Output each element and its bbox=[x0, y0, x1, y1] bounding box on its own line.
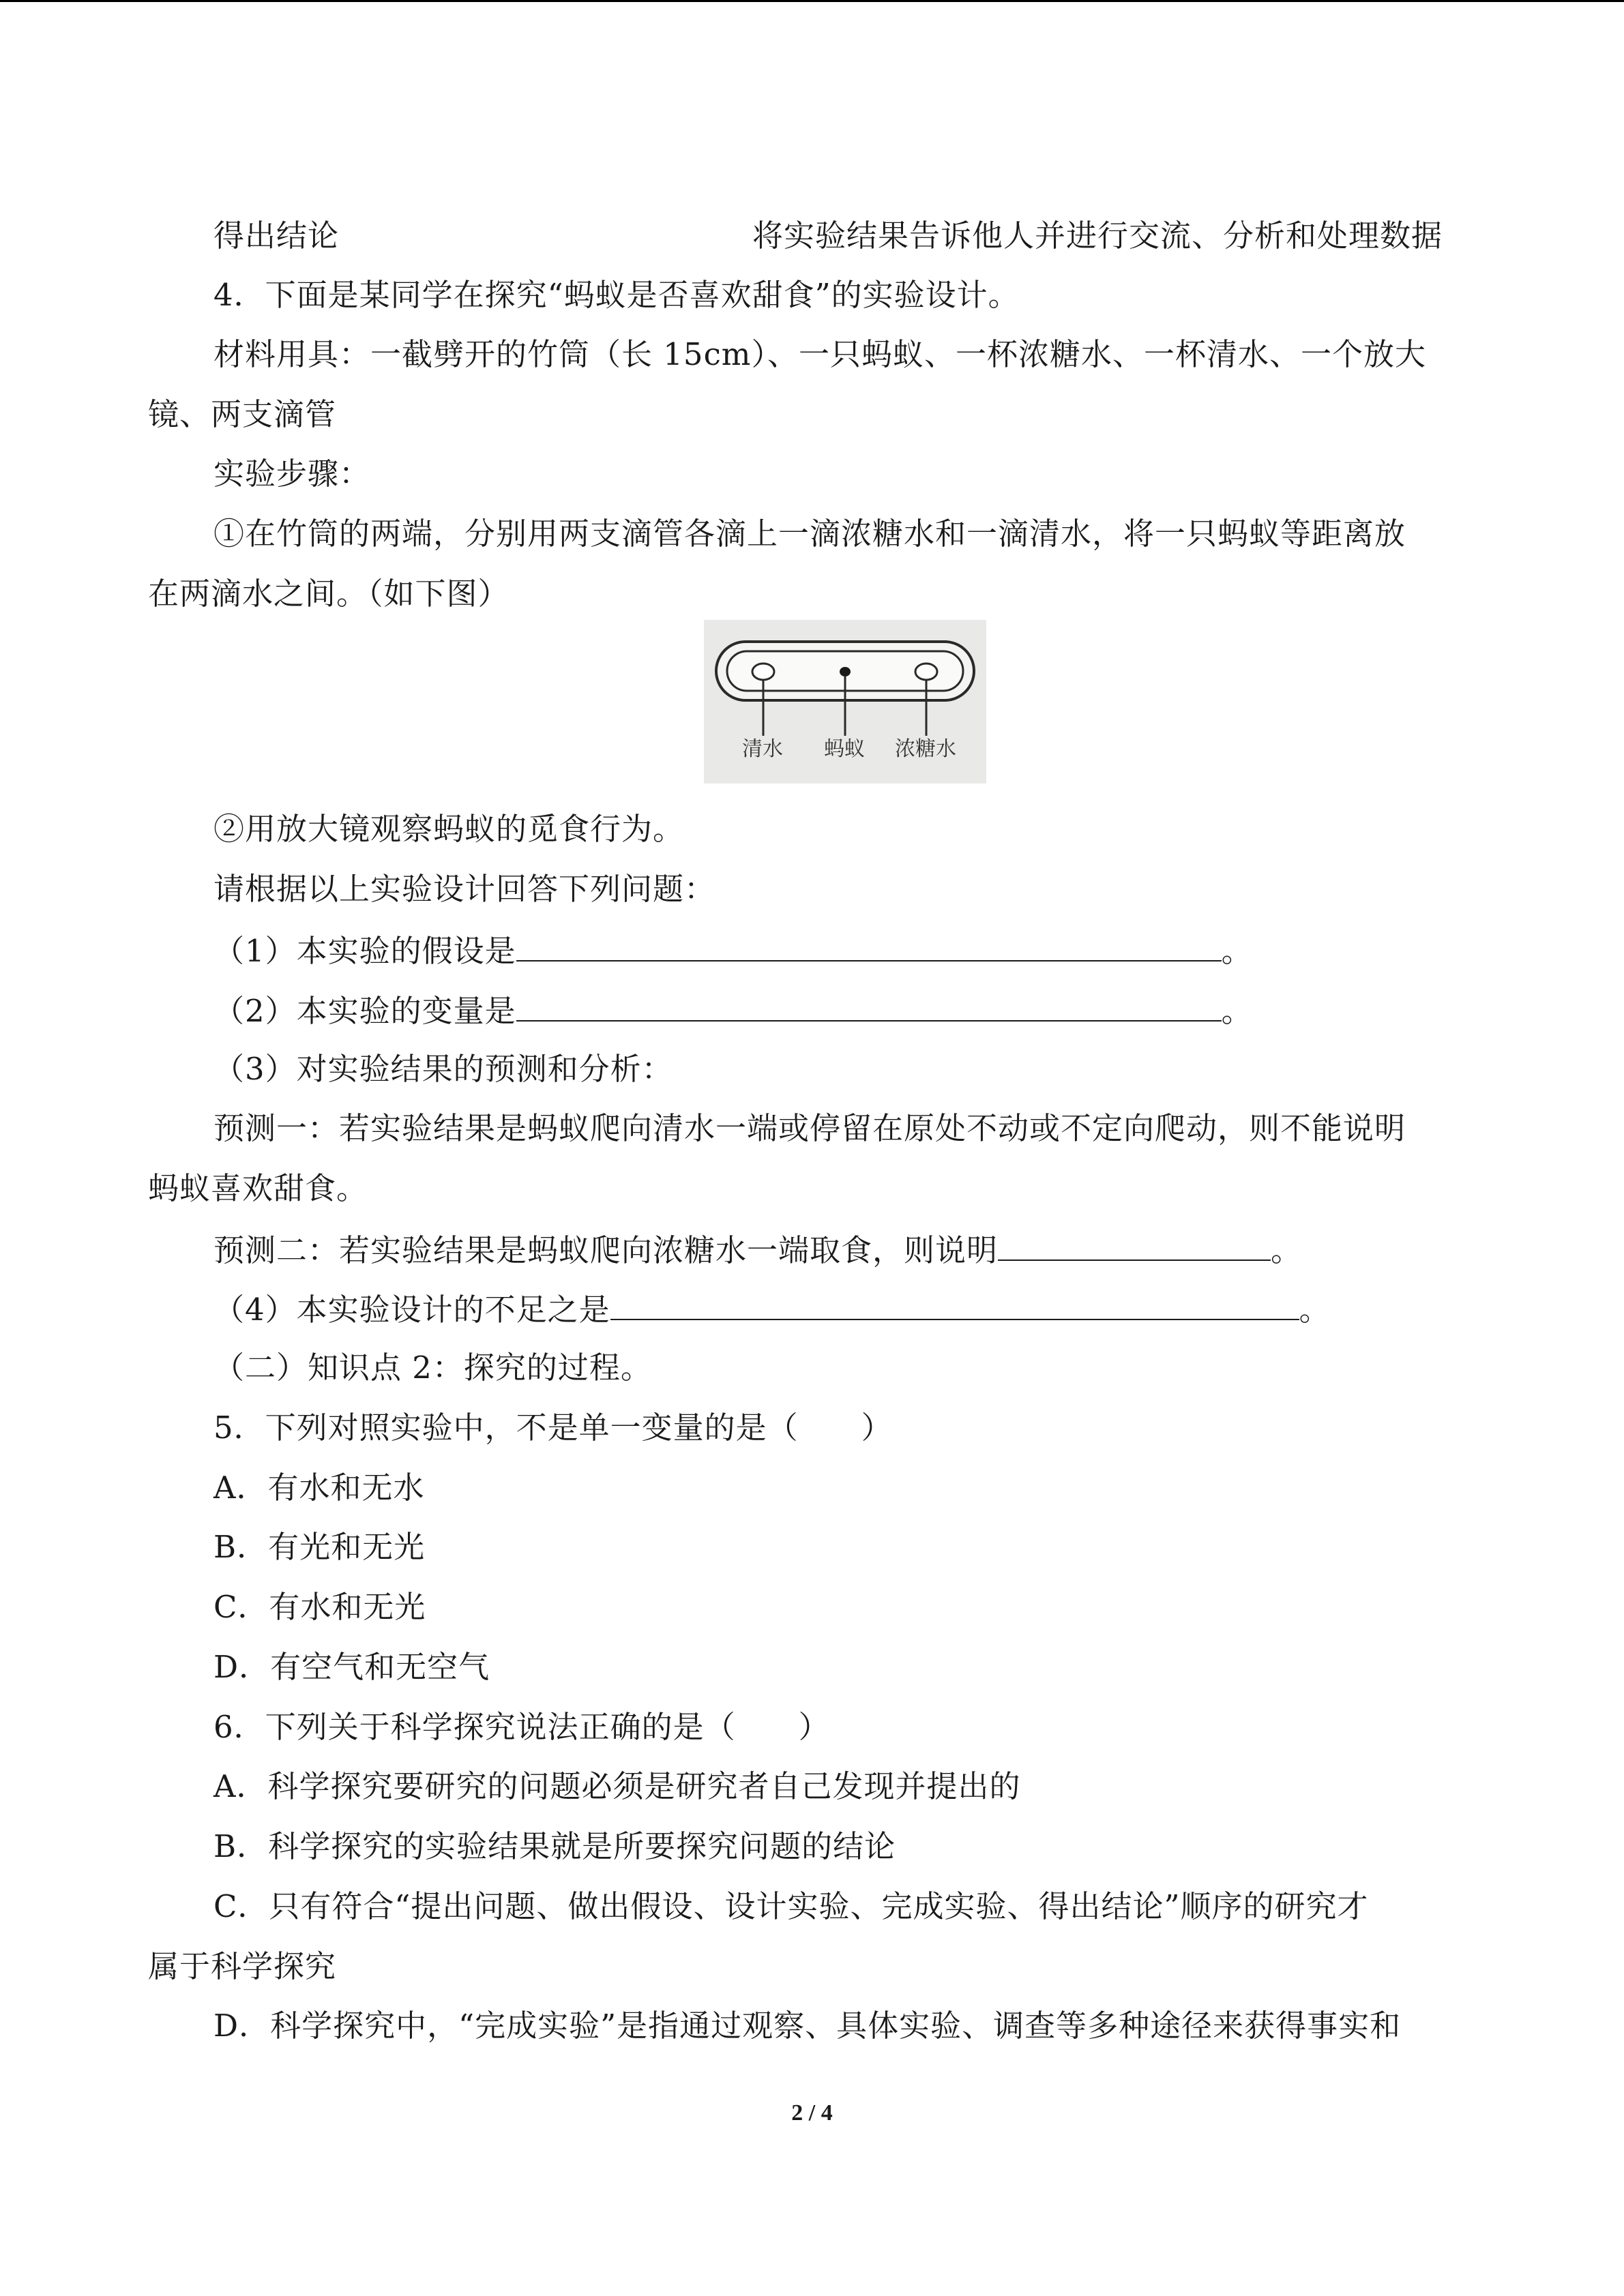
clear-water-drop bbox=[752, 664, 774, 680]
q5-option-a[interactable]: A．有水和无水 bbox=[213, 1470, 425, 1506]
q4-sub1 bbox=[213, 930, 1253, 970]
q4-predict1-line2: 蚂蚁喜欢甜食。 bbox=[148, 1170, 368, 1206]
table-row-conclusion bbox=[213, 217, 1443, 255]
q6-option-d-line1[interactable]: D．科学探究中，“完成实验”是指通过观察、具体实验、调查等多种途径来获得事实和 bbox=[213, 2008, 1402, 2044]
q4-materials-line1: 材料用具：一截劈开的竹筒（长 15cm）、一只蚂蚁、一杯浓糖水、一杯清水、一个放大 bbox=[213, 336, 1426, 372]
q4-sub4-period: 。 bbox=[1299, 1292, 1331, 1328]
q4-step1-line1: ①在竹筒的两端，分别用两支滴管各滴上一滴浓糖水和一滴清水，将一只蚂蚁等距离放 bbox=[213, 516, 1406, 552]
q5-option-b[interactable]: B．有光和无光 bbox=[213, 1529, 426, 1565]
q4-predict2 bbox=[213, 1229, 1302, 1270]
q4-sub4-text: （4）本实验设计的不足之是 bbox=[213, 1292, 610, 1328]
q4-sub2-period: 。 bbox=[1221, 993, 1253, 1029]
q4-sub2 bbox=[213, 990, 1253, 1030]
ant-dot bbox=[840, 667, 851, 676]
sugar-water-drop bbox=[915, 664, 937, 680]
q4-step1-line2: 在两滴水之间。（如下图） bbox=[148, 576, 510, 612]
q6-option-a[interactable]: A．科学探究要研究的问题必须是研究者自己发现并提出的 bbox=[213, 1768, 1021, 1804]
page-number: 2 / 4 bbox=[791, 2100, 833, 2126]
section2-heading: （二）知识点 2：探究的过程。 bbox=[213, 1350, 652, 1386]
q4-sub2-text: （2）本实验的变量是 bbox=[213, 993, 516, 1029]
q4-predict1-line1: 预测一：若实验结果是蚂蚁爬向清水一端或停留在原处不动或不定向爬动，则不能说明 bbox=[213, 1110, 1406, 1146]
q4-sub1-text: （1）本实验的假设是 bbox=[213, 933, 516, 969]
q4-sub1-period: 。 bbox=[1221, 933, 1253, 969]
q5-option-d[interactable]: D．有空气和无空气 bbox=[213, 1649, 490, 1685]
label-ant: 蚂蚁 bbox=[824, 737, 865, 761]
q4-intro: 4．下面是某同学在探究“蚂蚁是否喜欢甜食”的实验设计。 bbox=[213, 277, 1020, 313]
q5-stem: 5．下列对照实验中，不是单一变量的是（ ） bbox=[213, 1410, 893, 1446]
prediction-answer-blank[interactable] bbox=[998, 1229, 1271, 1261]
label-sugar-water: 浓糖水 bbox=[895, 737, 956, 761]
q6-option-b[interactable]: B．科学探究的实验结果就是所要探究问题的结论 bbox=[213, 1828, 896, 1864]
q5-option-c[interactable]: C．有水和无光 bbox=[213, 1589, 426, 1625]
q4-steps-label: 实验步骤： bbox=[213, 456, 371, 492]
label-clear-water: 清水 bbox=[742, 737, 783, 761]
q4-predict2-period: 。 bbox=[1271, 1232, 1303, 1268]
shortcoming-answer-blank[interactable] bbox=[610, 1289, 1299, 1320]
page-top-border bbox=[0, 0, 1624, 2]
q6-option-c-line2: 属于科学探究 bbox=[148, 1948, 337, 1984]
q6-option-c-line1[interactable]: C．只有符合“提出问题、做出假设、设计实验、完成实验、得出结论”顺序的研究才 bbox=[213, 1888, 1369, 1924]
bamboo-tube-figure bbox=[704, 620, 986, 784]
q4-predict2-text: 预测二：若实验结果是蚂蚁爬向浓糖水一端取食，则说明 bbox=[213, 1232, 999, 1268]
q4-sub4 bbox=[213, 1289, 1331, 1329]
q4-materials-line2: 镜、两支滴管 bbox=[148, 396, 337, 432]
table-cell-description: 将实验结果告诉他人并进行交流、分析和处理数据 bbox=[752, 218, 1443, 254]
q4-sub3: （3）对实验结果的预测和分析： bbox=[213, 1051, 673, 1087]
q6-stem: 6．下列关于科学探究说法正确的是（ ） bbox=[213, 1709, 830, 1745]
hypothesis-answer-blank[interactable] bbox=[516, 930, 1222, 961]
variable-answer-blank[interactable] bbox=[516, 990, 1222, 1022]
q4-step2: ②用放大镜观察蚂蚁的觅食行为。 bbox=[213, 811, 685, 847]
table-cell-step: 得出结论 bbox=[213, 218, 340, 254]
q4-prompt: 请根据以上实验设计回答下列问题： bbox=[213, 871, 716, 907]
